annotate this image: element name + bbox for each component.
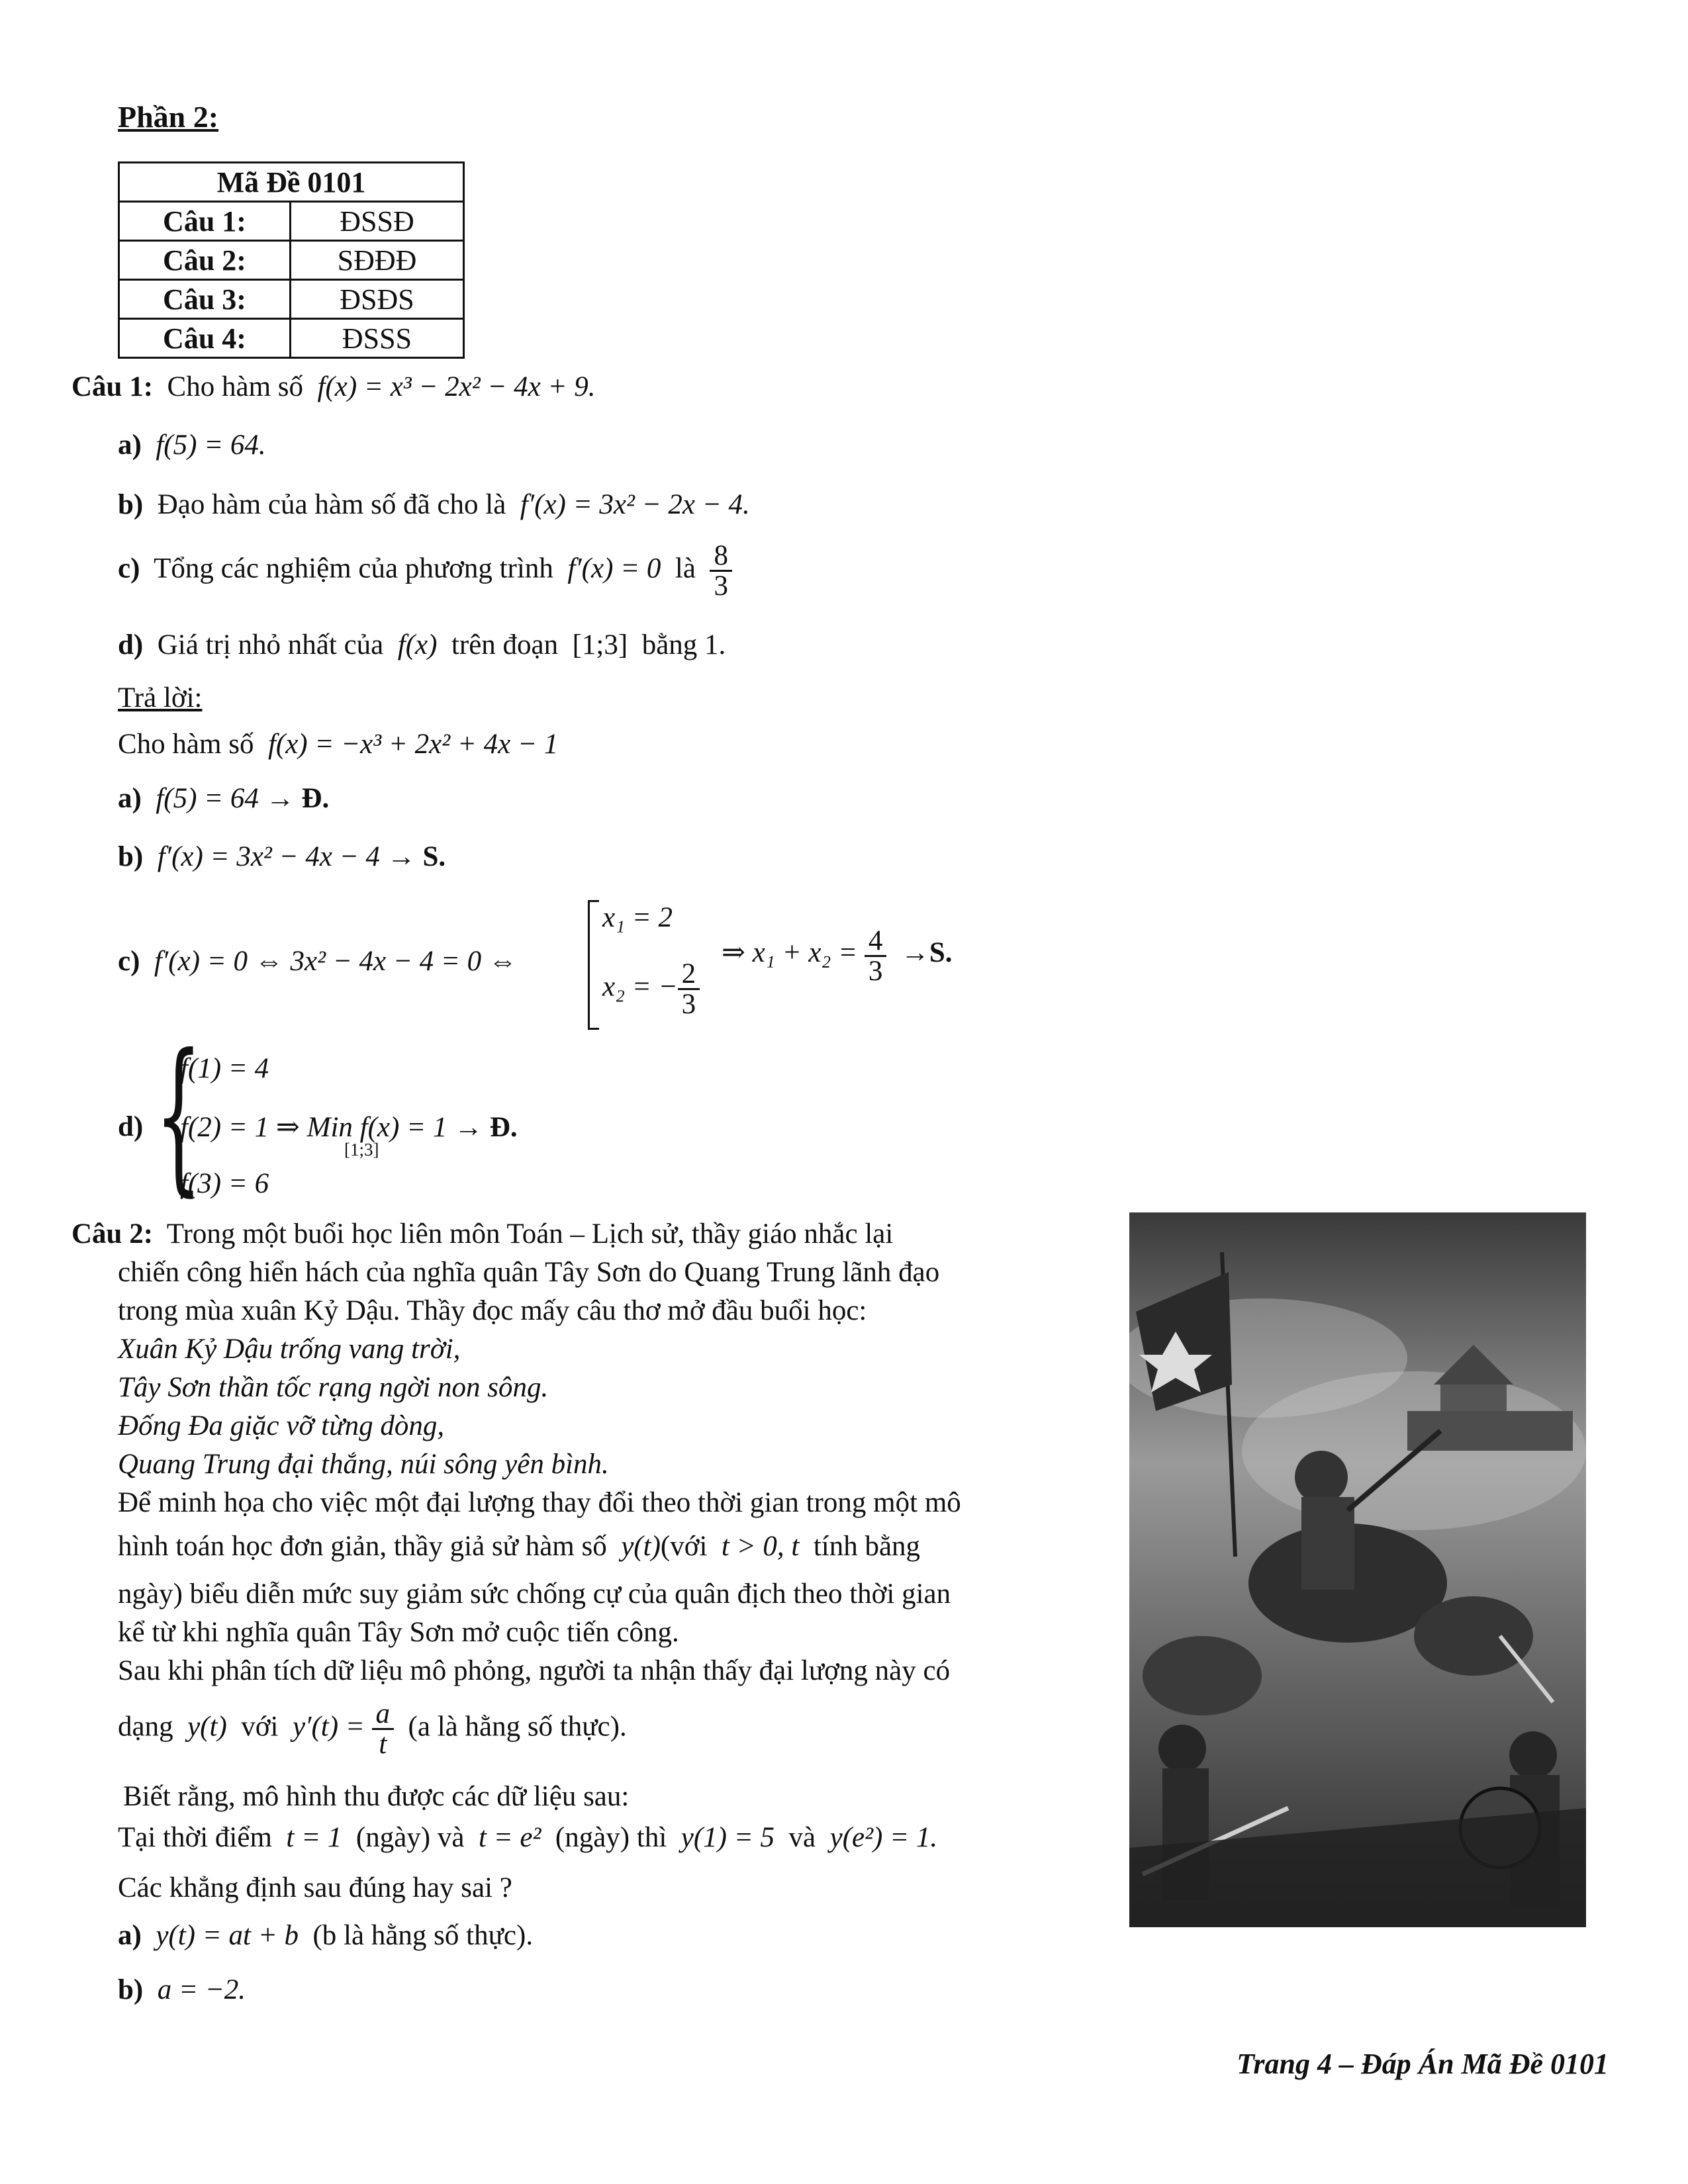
- answer-heading: Trả lời:: [118, 682, 203, 713]
- answer-table: [118, 161, 465, 359]
- q2-para-3: ngày) biểu diễn mức suy giảm sức chống cự của quân địch theo thời gian: [118, 1578, 951, 1610]
- section-title: Phần 2:: [118, 100, 219, 134]
- q2-para-9: Các khẳng định sau đúng hay sai ?: [118, 1872, 512, 1903]
- q2-para-5: Sau khi phân tích dữ liệu mô phỏng, người ta nhận thấy đại lượng này có: [118, 1655, 951, 1686]
- poem-line: Tây Sơn thần tốc rạng ngời non sông.: [118, 1372, 549, 1403]
- q1-item-b: b) Đạo hàm của hàm số đã cho là f′(x) = 3x² − 2x − 4.: [118, 489, 750, 520]
- answer-a: a) f(5) = 64 → Đ.: [118, 783, 330, 814]
- q2-para-7: Biết rằng, mô hình thu được các dữ liệu sau:: [123, 1781, 630, 1812]
- root-x2: x₂ = − $\frac{2}{3}$: [602, 960, 700, 1019]
- table-row: Câu 4: ĐSSS: [119, 319, 464, 358]
- q2-para-4: kể từ khi nghĩa quân Tây Sơn mở cuộc tiến công.: [118, 1617, 679, 1648]
- q2-label: Câu 2:: [71, 1218, 154, 1250]
- root-sum: ⇒ x₁ + x₂ = $\frac{4}{3}$ →S.: [722, 925, 953, 987]
- answer-table-header: Mã Đề 0101: [119, 163, 464, 202]
- q2-para-1: Để minh họa cho việc một đại lượng thay đổi theo thời gian trong một mô: [118, 1487, 961, 1518]
- q2-line1: Câu 2: Trong một buổi học liên môn Toán – Lịch sử, thầy giáo nhắc lại: [71, 1218, 894, 1250]
- d-line3: f(3) = 6: [180, 1168, 269, 1199]
- q1-item-a: a) f(5) = 64.: [118, 430, 266, 461]
- q1-label: Câu 1:: [71, 371, 154, 402]
- poem-line: Xuân Kỷ Dậu trống vang trời,: [118, 1334, 461, 1365]
- table-row: Câu 2: SĐĐĐ: [119, 241, 464, 280]
- q2-line2: chiến công hiển hách của nghĩa quân Tây Sơn do Quang Trung lãnh đạo: [118, 1257, 940, 1288]
- q1-function: f(x) = x³ − 2x² − 4x + 9.: [317, 371, 596, 402]
- table-row: Câu 1: ĐSSĐ: [119, 202, 464, 241]
- q2-para-2: hình toán học đơn giản, thầy giả sử hàm số y(t)(với t > 0, t tính bằng: [118, 1531, 921, 1562]
- answer-c: c) f′(x) = 0 ⇔ 3x² − 4x − 4 = 0 ⇔: [118, 946, 517, 977]
- answer-b: b) f′(x) = 3x² − 4x − 4 → S.: [118, 841, 446, 872]
- q1-item-d: d) Giá trị nhỏ nhất của f(x) trên đoạn [1;3] bằng 1.: [118, 629, 726, 660]
- min-subscript: [1;3]: [344, 1140, 379, 1160]
- table-row: Câu 3: ĐSĐS: [119, 280, 464, 319]
- q2-para-6: dạng y(t) với y′(t) = $\frac{a}{t}$ (a là hằng số thực).: [118, 1698, 627, 1760]
- poem-line: Đống Đa giặc vỡ từng dòng,: [118, 1410, 445, 1441]
- q2-line3: trong mùa xuân Kỷ Dậu. Thầy đọc mấy câu thơ mở đầu buổi học:: [118, 1295, 867, 1326]
- poem-line: Quang Trung đại thắng, núi sông yên bình.: [118, 1449, 609, 1480]
- q1-stem: Câu 1: Cho hàm số f(x) = x³ − 2x² − 4x + 9.: [71, 371, 596, 402]
- battle-illustration: [1129, 1212, 1586, 1927]
- q1-item-c: c) Tổng các nghiệm của phương trình f′(x) = 0 là $\frac{8}{3}$: [118, 541, 732, 600]
- d-line2: f(2) = 1 ⇒ Min f(x) = 1 → Đ.: [180, 1112, 518, 1143]
- d-line1: f(1) = 4: [180, 1053, 269, 1084]
- q2-para-8: Tại thời điểm t = 1 (ngày) và t = e² (ngày) thì y(1) = 5 và y(e²) = 1.: [118, 1822, 938, 1853]
- q2-item-b: b) a = −2.: [118, 1974, 246, 2005]
- q2-item-a: a) y(t) = at + b (b là hằng số thực).: [118, 1920, 534, 1951]
- answer-d-label: d): [118, 1111, 144, 1142]
- page-footer: Trang 4 – Đáp Án Mã Đề 0101: [1237, 2048, 1609, 2080]
- solution-bracket: [588, 900, 599, 1030]
- system-brace: {: [155, 1019, 203, 1211]
- root-x1: x₁ = 2: [602, 902, 673, 933]
- answer-function-line: Cho hàm số f(x) = −x³ + 2x² + 4x − 1: [118, 729, 559, 760]
